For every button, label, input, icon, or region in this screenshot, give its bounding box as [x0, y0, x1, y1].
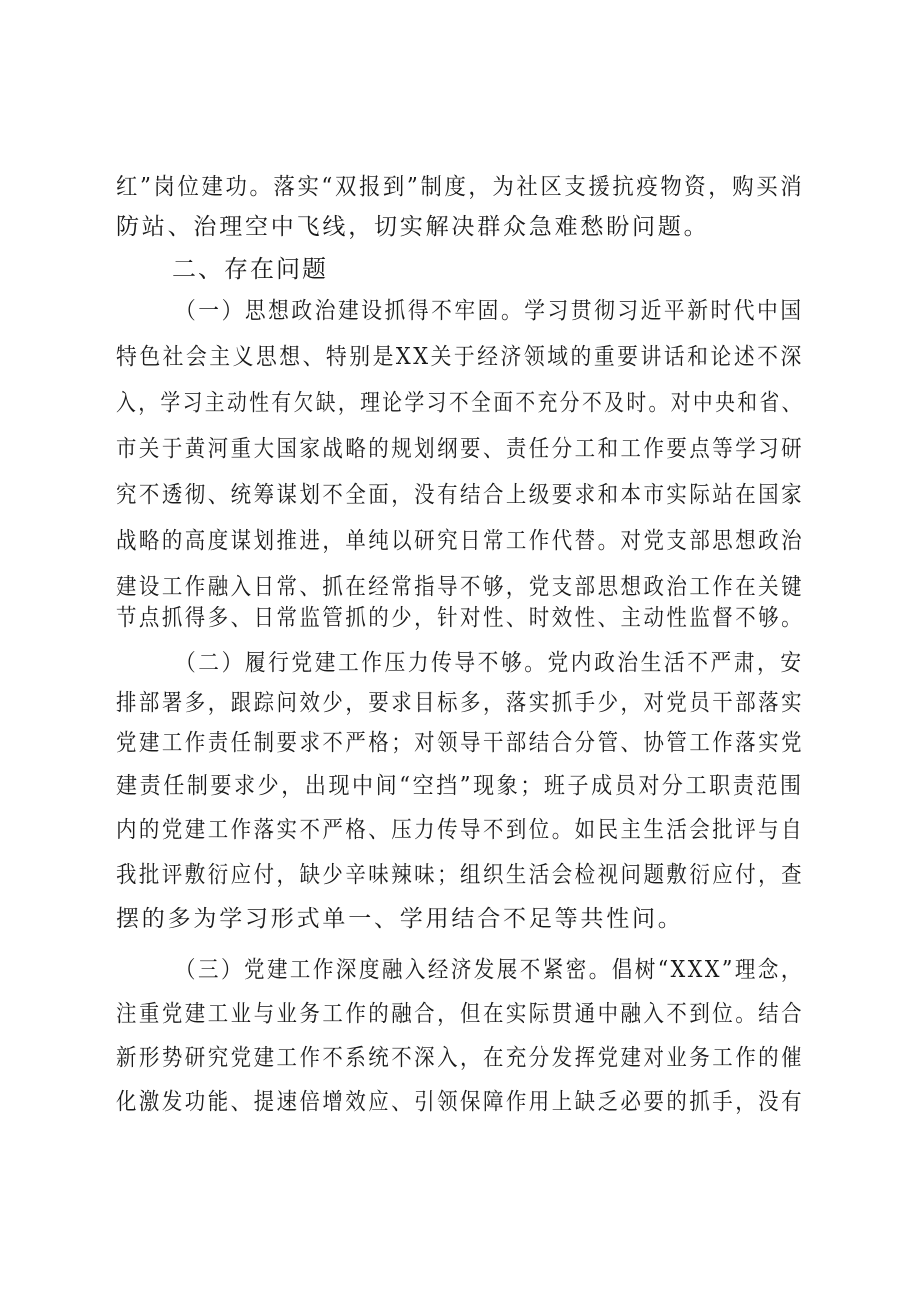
paragraph-line: 党建工作责任制要求不严格；对领导干部结合分管、协管工作落实党 — [116, 730, 805, 756]
paragraph-line: 建设工作融入日常、抓在经常指导不够，党支部思想政治工作在关键 — [116, 574, 805, 600]
paragraph-line: 我批评敷衍应付，缺少辛味辣味；组织生活会检视问题敷衍应付，查 — [116, 862, 805, 888]
paragraph-line: 市关于黄河重大国家战略的规划纲要、责任分工和工作要点等学习研 — [116, 436, 805, 462]
paragraph-line: 究不透彻、统筹谋划不全面，没有结合上级要求和本市实际站在国家 — [116, 482, 805, 508]
paragraph-line: 摆的多为学习形式单一、学用结合不足等共性问。 — [116, 906, 684, 932]
paragraph-line: 排部署多，跟踪问效少，要求目标多，落实抓手少，对党员干部落实 — [116, 690, 805, 716]
intro-line: 防站、治理空中飞线，切实解决群众急难愁盼问题。 — [116, 214, 710, 240]
paragraph-line: （一）思想政治建设抓得不牢固。学习贯彻习近平新时代中国 — [175, 298, 804, 324]
intro-line: 红”岗位建功。落实“双报到”制度，为社区支援抗疫物资，购买消 — [116, 174, 805, 200]
paragraph-line: 特色社会主义思想、特别是XX关于经济领域的重要讲话和论述不深 — [116, 344, 804, 370]
paragraph-line: 注重党建工业与业务工作的融合，但在实际贯通中融入不到位。结合 — [116, 1001, 805, 1027]
section-heading: 二、存在问题 — [172, 255, 328, 283]
paragraph-line: 入，学习主动性有欠缺，理论学习不全面不充分不及时。对中央和省、 — [116, 390, 804, 416]
paragraph-line: 化激发功能、提速倍增效应、引领保障作用上缺乏必要的抓手，没有 — [116, 1089, 805, 1115]
paragraph-line: （三）党建工作深度融入经济发展不紧密。倡树“XXX”理念， — [175, 957, 804, 983]
paragraph-line: 内的党建工作落实不严格、压力传导不到位。如民主生活会批评与自 — [116, 817, 805, 843]
paragraph-line: 节点抓得多、日常监管抓的少，针对性、时效性、主动性监督不够。 — [116, 605, 805, 631]
paragraph-line: 战略的高度谋划推进，单纯以研究日常工作代替。对党支部思想政治 — [116, 528, 805, 554]
paragraph-line: （二）履行党建工作压力传导不够。党内政治生活不严肃，安 — [175, 650, 804, 676]
paragraph-line: 新形势研究党建工作不系统不深入，在充分发挥党建对业务工作的催 — [116, 1045, 805, 1071]
paragraph-line: 建责任制要求少，出现中间“空挡”现象；班子成员对分工职责范围 — [116, 773, 804, 799]
